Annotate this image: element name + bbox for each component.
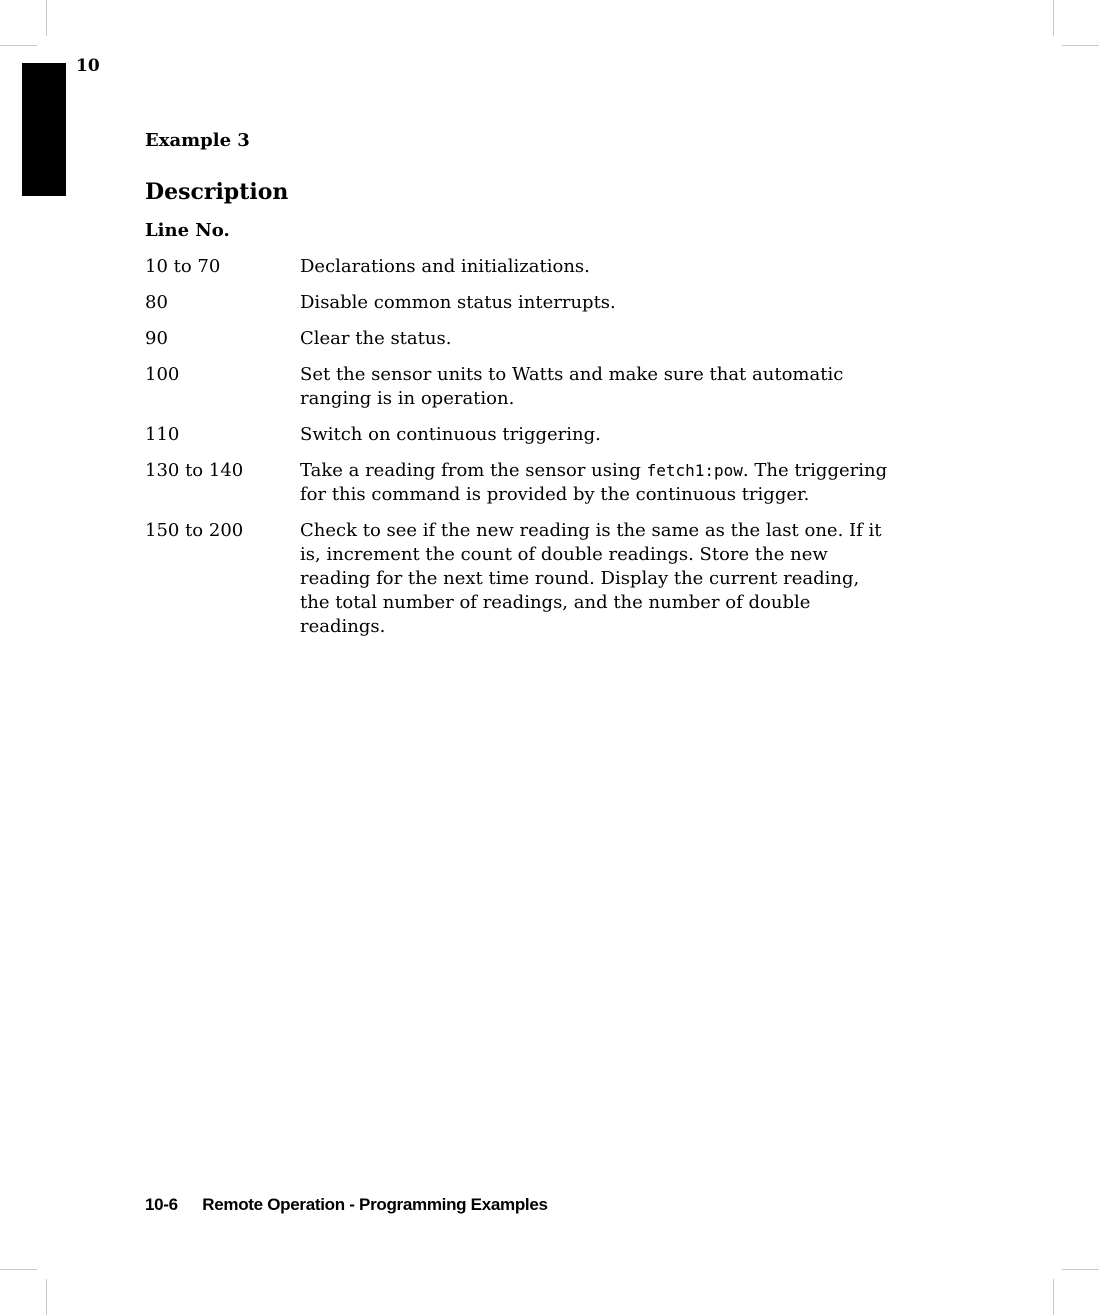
line-description: Set the sensor units to Watts and make sure that automatic ranging is in operation. xyxy=(300,364,844,409)
crop-mark xyxy=(1053,1279,1054,1315)
line-number: 130 to 140 xyxy=(145,460,244,481)
description-table xyxy=(145,255,905,651)
table-row xyxy=(145,519,905,639)
table-row xyxy=(145,255,905,279)
line-number-heading: Line No. xyxy=(145,220,230,241)
crop-mark xyxy=(46,0,47,36)
table-row xyxy=(145,459,905,507)
line-number: 150 to 200 xyxy=(145,520,244,541)
line-description: Disable common status interrupts. xyxy=(300,292,616,313)
line-number: 100 xyxy=(145,364,180,385)
page-number: 10-6 xyxy=(145,1195,178,1214)
footer-section-title: Remote Operation - Programming Examples xyxy=(202,1195,548,1214)
line-description: Clear the status. xyxy=(300,328,452,349)
line-description: Declarations and initializations. xyxy=(300,256,590,277)
crop-mark xyxy=(46,1279,47,1315)
line-description xyxy=(300,459,890,507)
line-number: 10 to 70 xyxy=(145,256,221,277)
table-row xyxy=(145,363,905,411)
section-heading: Description xyxy=(145,179,289,205)
chapter-number: 10 xyxy=(76,56,100,76)
command-code: fetch1:pow xyxy=(646,461,743,480)
description-text: Take a reading from the sensor using xyxy=(300,460,641,481)
line-number: 110 xyxy=(145,424,180,445)
table-row xyxy=(145,327,905,351)
crop-mark xyxy=(0,1269,37,1270)
crop-mark xyxy=(0,45,37,46)
crop-mark xyxy=(1053,0,1054,36)
table-row xyxy=(145,423,905,447)
line-number: 80 xyxy=(145,292,168,313)
description-text: . The triggering for this command is provided by the continuous trigger. xyxy=(300,460,888,505)
line-number: 90 xyxy=(145,328,168,349)
example-heading: Example 3 xyxy=(145,130,250,151)
chapter-tab xyxy=(22,63,66,196)
table-row xyxy=(145,291,905,315)
page-footer xyxy=(145,1194,548,1216)
line-description: Check to see if the new reading is the same as the last one. If it is, increment the count of double readings. Store the new reading for the next time round. Display the current reading, the total number of readings, and the number of double readings. xyxy=(300,520,882,637)
crop-mark xyxy=(1062,45,1099,46)
line-description: Switch on continuous triggering. xyxy=(300,424,601,445)
crop-mark xyxy=(1062,1269,1099,1270)
